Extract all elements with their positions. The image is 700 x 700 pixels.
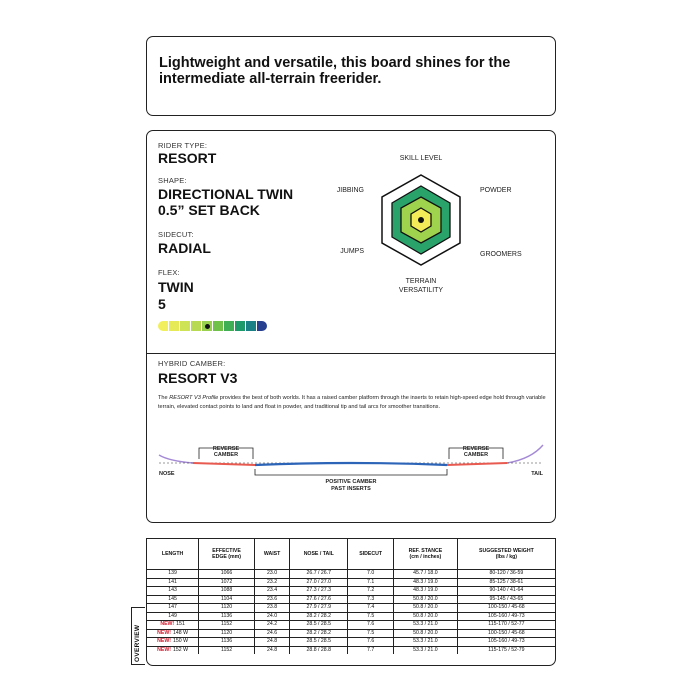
- table-cell-value: 143: [168, 587, 177, 594]
- table-cell-value: 24.6: [267, 629, 278, 636]
- table-cell-value: 50.8 / 20.0: [413, 595, 438, 602]
- table-cell: [254, 638, 289, 647]
- table-cell-value: 95-145 / 43-65: [489, 595, 524, 602]
- table-cell-value: 45.7 / 18.0: [413, 570, 438, 577]
- table-cell: [147, 621, 199, 630]
- table-cell: [199, 587, 255, 596]
- table-header-text: SUGGESTED WEIGHT: [478, 547, 534, 554]
- table-row: [147, 638, 555, 647]
- table-cell-value: 50.8 / 20.0: [413, 604, 438, 611]
- axis-label-skill-level: SKILL LEVEL: [399, 155, 443, 162]
- table-cell-value: 28.2 / 28.2: [306, 612, 332, 619]
- flex-scale-segment: [213, 321, 223, 331]
- table-cell-value: 7.0: [367, 570, 375, 577]
- table-cell-value: 27.0 / 27.0: [306, 578, 332, 585]
- flex-scale-bar: [158, 321, 267, 331]
- table-cell-value: 50.8 / 20.0: [413, 612, 438, 619]
- new-badge: NEW!: [157, 638, 171, 645]
- section-divider: [147, 353, 555, 354]
- table-cell: [199, 629, 255, 638]
- table-cell: [199, 646, 255, 654]
- table-cell: [394, 604, 458, 613]
- table-cell-value: 24.8: [267, 646, 278, 653]
- overview-tab[interactable]: [131, 607, 145, 665]
- table-header-text: EDGE (mm): [212, 554, 241, 560]
- table-cell: [254, 595, 289, 604]
- table-row: [147, 587, 555, 596]
- reverse-camber-label-tail-line2: CAMBER: [463, 452, 489, 458]
- table-cell: [147, 612, 199, 621]
- table-cell: [147, 646, 199, 654]
- table-cell-value: 139: [168, 570, 177, 577]
- table-cell: [290, 578, 348, 587]
- table-cell-value: 141: [168, 578, 177, 585]
- table-cell-value: 1136: [220, 638, 233, 645]
- table-cell: [254, 578, 289, 587]
- flex-scale-segment: [224, 321, 234, 331]
- flex-rating: 5: [158, 296, 166, 312]
- table-cell-value: 1120: [220, 604, 233, 611]
- table-cell-value: 1152: [220, 646, 233, 653]
- table-cell-value: 48.3 / 19.0: [413, 587, 438, 594]
- table-cell-value: 53.3 / 21.0: [413, 646, 438, 653]
- table-header-text: NOSE / TAIL: [303, 550, 334, 557]
- shape-value-line2: 0.5” SET BACK: [158, 202, 260, 218]
- table-cell-value: 1136: [220, 612, 233, 619]
- table-cell: [199, 578, 255, 587]
- table-header-text: LENGTH: [161, 550, 184, 557]
- table-cell: [147, 629, 199, 638]
- table-cell: [199, 595, 255, 604]
- table-cell-value: 147: [168, 604, 177, 611]
- table-cell: [394, 595, 458, 604]
- table-cell-value: 150 W: [173, 638, 188, 645]
- table-cell: [394, 646, 458, 654]
- table-cell-value: 80-120 / 36-59: [489, 570, 524, 577]
- tail-label: TAIL: [531, 471, 543, 477]
- positive-camber-label-line1: POSITIVE CAMBER: [325, 479, 377, 485]
- table-cell: [254, 587, 289, 596]
- table-cell: [147, 570, 199, 579]
- table-cell-value: 7.6: [367, 621, 375, 628]
- table-cell-value: 27.6 / 27.6: [306, 595, 332, 602]
- table-cell-value: 48.3 / 19.0: [413, 578, 438, 585]
- reverse-camber-label-nose-line1: REVERSE: [212, 446, 240, 452]
- table-cell-value: 7.6: [367, 638, 375, 645]
- table-cell-value: 1120: [220, 629, 233, 636]
- table-cell: [290, 612, 348, 621]
- table-cell: [290, 570, 348, 579]
- table-cell: [290, 621, 348, 630]
- table-cell: [457, 604, 555, 613]
- table-cell: [457, 612, 555, 621]
- table-cell-value: 1104: [220, 595, 233, 602]
- table-cell: [199, 604, 255, 613]
- flex-scale-segment: [246, 321, 256, 331]
- table-header-text: WAIST: [263, 550, 281, 557]
- new-badge: NEW!: [157, 646, 171, 653]
- table-cell: [199, 612, 255, 621]
- table-header-cell: [348, 539, 394, 570]
- table-cell: [290, 587, 348, 596]
- table-cell-value: 28.5 / 28.5: [306, 638, 332, 645]
- table-cell-value: 23.0: [267, 570, 278, 577]
- table-cell: [457, 587, 555, 596]
- table-cell: [254, 604, 289, 613]
- table-cell: [457, 570, 555, 579]
- flex-scale-segment: [257, 321, 267, 331]
- axis-label-terrain: TERRAIN: [405, 278, 437, 285]
- table-cell-value: 149: [168, 612, 177, 619]
- axis-label-jumps: JUMPS: [340, 248, 364, 255]
- table-cell: [348, 578, 394, 587]
- table-cell-value: 1088: [220, 587, 233, 594]
- table-cell-value: 50.8 / 20.0: [413, 629, 438, 636]
- table-cell: [290, 629, 348, 638]
- flex-label: FLEX:: [158, 268, 180, 277]
- table-cell: [199, 638, 255, 647]
- camber-profile-diagram: [155, 437, 547, 497]
- camber-description: [158, 394, 546, 411]
- flex-scale-marker: [205, 324, 210, 329]
- rider-type-label: RIDER TYPE:: [158, 141, 208, 150]
- table-cell-value: 7.2: [367, 587, 375, 594]
- table-cell-value: 152 W: [173, 646, 188, 653]
- size-chart-table: [147, 539, 555, 654]
- flex-scale-segment: [169, 321, 179, 331]
- table-header-text: EFFECTIVE: [212, 547, 241, 554]
- table-cell: [199, 570, 255, 579]
- table-row: [147, 604, 555, 613]
- table-cell-value: 24.2: [267, 621, 278, 628]
- table-cell-value: 23.4: [267, 587, 278, 594]
- table-header-cell: [394, 539, 458, 570]
- table-cell: [348, 595, 394, 604]
- flex-scale-segment: [158, 321, 168, 331]
- table-cell-value: 100-150 / 45-68: [488, 604, 525, 611]
- table-row: [147, 612, 555, 621]
- axis-label-versatility: VERSATILITY: [398, 287, 444, 294]
- table-cell: [348, 570, 394, 579]
- table-cell-value: 105-160 / 49-73: [488, 638, 525, 645]
- new-badge: NEW!: [160, 621, 175, 628]
- table-cell: [254, 570, 289, 579]
- table-cell: [394, 570, 458, 579]
- table-cell: [348, 621, 394, 630]
- axis-label-jibbing: JIBBING: [336, 187, 364, 194]
- table-cell-value: 7.7: [367, 646, 375, 653]
- table-cell-value: 115-175 / 52-79: [488, 646, 525, 653]
- new-badge: NEW!: [157, 629, 171, 636]
- table-cell: [457, 595, 555, 604]
- table-cell-value: 1066: [220, 570, 233, 577]
- table-cell: [394, 629, 458, 638]
- table-cell: [348, 629, 394, 638]
- table-row: [147, 621, 555, 630]
- table-cell: [348, 638, 394, 647]
- table-header-text: REF. STANCE: [408, 547, 443, 554]
- table-header-cell: [199, 539, 255, 570]
- flex-scale-segment: [180, 321, 190, 331]
- flex-scale-segment: [235, 321, 245, 331]
- table-cell: [394, 621, 458, 630]
- table-header-text: (cm / inches): [409, 554, 442, 560]
- table-row: [147, 646, 555, 654]
- table-cell-value: 28.5 / 28.5: [306, 621, 332, 628]
- reverse-camber-label-nose-line2: CAMBER: [213, 452, 239, 458]
- table-cell: [394, 587, 458, 596]
- flex-scale-segment: [191, 321, 201, 331]
- table-cell: [254, 621, 289, 630]
- positive-camber-bracket: [255, 469, 447, 475]
- sidecut-value: RADIAL: [158, 240, 211, 256]
- table-cell-value: 26.7 / 26.7: [306, 570, 332, 577]
- table-header-text: (lbs / kg): [495, 554, 518, 560]
- table-cell-value: 23.2: [267, 578, 278, 585]
- positive-camber-label-line2: PAST INSERTS: [331, 486, 371, 492]
- table-cell-value: 7.5: [367, 612, 375, 619]
- sidecut-label: SIDECUT:: [158, 230, 194, 239]
- table-cell: [290, 595, 348, 604]
- radar-center-dot: [418, 217, 424, 223]
- table-cell: [147, 604, 199, 613]
- table-cell: [348, 612, 394, 621]
- table-cell: [147, 578, 199, 587]
- table-cell: [457, 629, 555, 638]
- table-row: [147, 595, 555, 604]
- table-cell: [457, 638, 555, 647]
- table-cell: [394, 638, 458, 647]
- table-cell-value: 28.2 / 28.2: [306, 629, 332, 636]
- table-row: [147, 570, 555, 579]
- table-cell: [457, 646, 555, 654]
- reverse-camber-label-tail-line1: REVERSE: [462, 446, 490, 452]
- table-cell-value: 23.8: [267, 604, 278, 611]
- table-cell: [147, 638, 199, 647]
- table-cell-value: 53.3 / 21.0: [413, 621, 438, 628]
- table-cell-value: 105-160 / 49-73: [488, 612, 525, 619]
- tagline-card: [146, 36, 556, 116]
- table-cell-value: 23.6: [267, 595, 278, 602]
- axis-label-powder: POWDER: [480, 187, 512, 194]
- nose-label: NOSE: [159, 471, 175, 477]
- camber-label: HYBRID CAMBER:: [158, 359, 226, 368]
- table-cell: [348, 646, 394, 654]
- table-cell-value: 7.1: [367, 578, 375, 585]
- table-cell: [290, 638, 348, 647]
- table-cell: [290, 646, 348, 654]
- table-cell: [254, 646, 289, 654]
- table-cell: [394, 578, 458, 587]
- table-cell: [394, 612, 458, 621]
- table-cell-value: 85-125 / 38-61: [489, 578, 524, 585]
- table-cell: [457, 621, 555, 630]
- rider-type-value: RESORT: [158, 150, 217, 166]
- table-cell-value: 115-170 / 52-77: [488, 621, 525, 628]
- riding-style-radar-chart: [322, 143, 552, 351]
- table-header-cell: [147, 539, 199, 570]
- table-header-cell: [290, 539, 348, 570]
- table-body: [147, 570, 555, 655]
- table-cell-value: 24.0: [267, 612, 278, 619]
- table-cell-value: 90-140 / 41-64: [489, 587, 524, 594]
- table-cell-value: 53.3 / 21.0: [413, 638, 438, 645]
- table-cell-value: 24.8: [267, 638, 278, 645]
- table-cell-value: 27.9 / 27.9: [306, 604, 332, 611]
- table-cell: [254, 629, 289, 638]
- table-cell-value: 7.4: [367, 604, 375, 611]
- camber-description-rest: provides the best of both worlds. It has a raised camber platform through the inserts to retain high-speed edge hold through variable terrain, elevated contact points to land and float in powder, and traditional tip and tail arcs for smoother transitions.: [158, 395, 546, 410]
- table-header-text: SIDECUT: [359, 550, 383, 557]
- table-cell-value: 7.5: [367, 629, 375, 636]
- table-cell-value: 27.3 / 27.3: [306, 587, 332, 594]
- camber-description-italic: RESORT V3 Profile: [169, 395, 219, 401]
- tagline-text: Lightweight and versatile, this board shines for the intermediate all-terrain freerider.: [159, 55, 511, 87]
- table-cell-value: 1072: [220, 578, 233, 585]
- table-cell: [147, 595, 199, 604]
- table-row: [147, 578, 555, 587]
- shape-label: SHAPE:: [158, 176, 187, 185]
- table-cell: [290, 604, 348, 613]
- table-row: [147, 629, 555, 638]
- nose-reverse-camber-line: [193, 463, 255, 465]
- table-header-row: [147, 539, 555, 570]
- shape-value-line1: DIRECTIONAL TWIN: [158, 186, 294, 202]
- tail-rocker-line: [507, 445, 543, 463]
- table-cell-value: 7.3: [367, 595, 375, 602]
- table-cell: [199, 621, 255, 630]
- table-cell: [348, 587, 394, 596]
- nose-rocker-line: [159, 455, 193, 463]
- table-cell-value: 100-150 / 45-68: [488, 629, 525, 636]
- table-cell-value: 28.8 / 28.8: [306, 646, 332, 653]
- size-chart-table-box: [146, 538, 556, 666]
- positive-camber-line: [255, 463, 447, 465]
- table-cell: [254, 612, 289, 621]
- specs-card: [146, 130, 556, 523]
- table-cell-value: 1152: [220, 621, 233, 628]
- flex-scale-segment: [202, 321, 212, 331]
- axis-label-groomers: GROOMERS: [480, 251, 522, 258]
- table-cell-value: 148 W: [173, 629, 188, 636]
- flex-value: TWIN: [158, 279, 194, 295]
- table-header-cell: [457, 539, 555, 570]
- table-cell: [348, 604, 394, 613]
- table-header-cell: [254, 539, 289, 570]
- table-cell-value: 145: [168, 595, 177, 602]
- table-cell: [147, 587, 199, 596]
- camber-value: RESORT V3: [158, 370, 238, 386]
- overview-tab-label: OVERVIEW: [134, 624, 141, 662]
- table-cell: [457, 578, 555, 587]
- table-cell-value: 151: [176, 621, 185, 628]
- camber-description-prefix: The: [158, 395, 170, 401]
